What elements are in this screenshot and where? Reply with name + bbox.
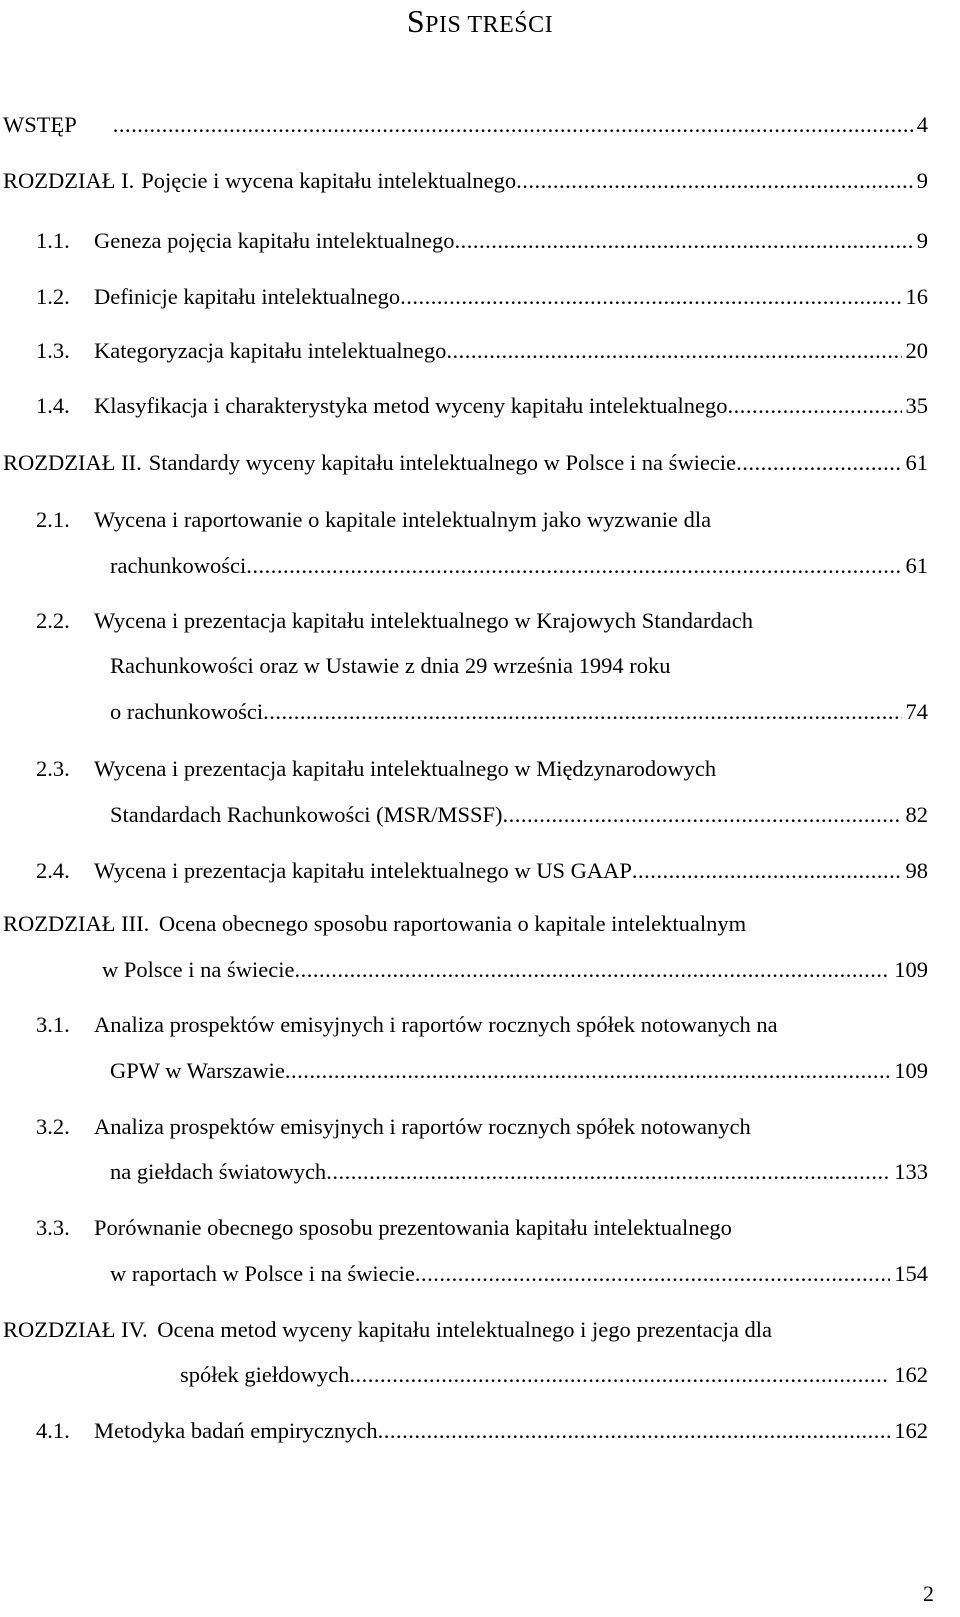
toc-entry-title: Definicje kapitału intelektualnego	[94, 284, 401, 309]
toc-section-number: 3.2.	[36, 1114, 70, 1139]
toc-entry-chapter-1[interactable]	[3, 166, 928, 196]
toc-page-number: 4	[916, 112, 928, 137]
dot-leader	[503, 800, 902, 830]
toc-entry-chapter-2[interactable]	[3, 448, 928, 478]
toc-entry-2-2-continuation[interactable]	[110, 697, 928, 727]
toc-entry-2-2[interactable]	[36, 606, 928, 636]
toc-entry-2-3[interactable]	[36, 754, 928, 784]
toc-entry-chapter-3[interactable]	[3, 909, 928, 939]
toc-page-number: 9	[916, 228, 928, 253]
toc-entry-title: spółek giełdowych	[180, 1362, 350, 1387]
toc-page-number: 109	[894, 1058, 928, 1083]
toc-entry-2-4[interactable]	[36, 856, 928, 886]
toc-entry-title: Geneza pojęcia kapitału intelektualnego	[94, 228, 455, 253]
dot-leader	[378, 1416, 891, 1446]
toc-section-number: 2.3.	[36, 756, 70, 781]
toc-entry-2-1[interactable]	[36, 505, 928, 535]
toc-entry-3-1-continuation[interactable]	[110, 1056, 928, 1086]
dot-leader	[294, 955, 890, 985]
toc-entry-title: Klasyfikacja i charakterystyka metod wyceny kapitału intelektualnego	[94, 393, 728, 418]
toc-page-number: 35	[905, 393, 928, 418]
toc-entry-title: WSTĘP	[3, 112, 77, 137]
toc-entry-title: Kategoryzacja kapitału intelektualnego	[94, 338, 447, 363]
toc-entry-title: Analiza prospektów emisyjnych i raportów rocznych spółek notowanych	[94, 1114, 751, 1139]
toc-entry-chapter-3-continuation[interactable]	[102, 955, 928, 985]
toc-entry-title: w Polsce i na świecie	[102, 957, 295, 982]
toc-page-number: 154	[894, 1261, 928, 1286]
toc-entry-title: Ocena metod wyceny kapitału intelektualnego i jego prezentacja dla	[157, 1317, 772, 1342]
toc-entry-title: Analiza prospektów emisyjnych i raportów rocznych spółek notowanych na	[94, 1012, 778, 1037]
toc-page-number: 61	[905, 553, 928, 578]
toc-entry-3-3-continuation[interactable]	[110, 1259, 928, 1289]
toc-section-number: 1.4.	[36, 393, 70, 418]
toc-entry-title: Wycena i prezentacja kapitału intelektualnego w US GAAP	[94, 858, 632, 883]
toc-chapter-label: ROZDZIAŁ III.	[3, 911, 150, 936]
toc-entry-title: w raportach w Polsce i na świecie	[110, 1261, 415, 1286]
toc-page-number: 16	[905, 284, 928, 309]
toc-entry-3-2-continuation[interactable]	[110, 1157, 928, 1187]
toc-entry-3-2[interactable]	[36, 1112, 928, 1142]
dot-leader	[454, 226, 912, 256]
toc-entry-title: Standardach Rachunkowości (MSR/MSSF)	[110, 802, 503, 827]
toc-chapter-label: ROZDZIAŁ IV.	[3, 1317, 148, 1342]
toc-entry-chapter-4[interactable]	[3, 1315, 928, 1345]
toc-section-number: 1.1.	[36, 228, 70, 253]
toc-section-number: 3.3.	[36, 1215, 70, 1240]
toc-entry-title: o rachunkowości	[110, 699, 264, 724]
toc-section-number: 1.2.	[36, 284, 70, 309]
dot-leader	[246, 551, 901, 581]
toc-page-number: 82	[905, 802, 928, 827]
dot-leader	[736, 448, 901, 478]
toc-entry-title: Standardy wyceny kapitału intelektualnego w Polsce i na świecie	[148, 450, 737, 475]
dot-leader	[516, 166, 913, 196]
toc-section-number: 1.3.	[36, 338, 70, 363]
toc-entry-title: Wycena i prezentacja kapitału intelektualnego w Krajowych Standardach	[94, 608, 753, 633]
toc-page-number: 98	[905, 858, 928, 883]
toc-entry-2-3-continuation[interactable]	[110, 800, 928, 830]
dot-leader	[326, 1157, 890, 1187]
page-number: 2	[923, 1581, 934, 1606]
dot-leader	[285, 1056, 890, 1086]
toc-entry-title: Porównanie obecnego sposobu prezentowania kapitału intelektualnego	[94, 1215, 732, 1240]
toc-entry-title: na giełdach światowych	[110, 1159, 327, 1184]
toc-entry-title: Wycena i prezentacja kapitału intelektualnego w Międzynarodowych	[94, 756, 717, 781]
toc-page-number: 61	[905, 450, 928, 475]
toc-entry-title: rachunkowości	[110, 553, 247, 578]
toc-entry-4-1[interactable]	[36, 1416, 928, 1446]
toc-entry-title: Rachunkowości oraz w Ustawie z dnia 29 września 1994 roku	[110, 653, 671, 678]
toc-page-number: 133	[894, 1159, 928, 1184]
dot-leader	[446, 336, 901, 366]
toc-entry-3-3[interactable]	[36, 1213, 928, 1243]
toc-page-number: 162	[894, 1362, 928, 1387]
toc-page-number: 74	[905, 699, 928, 724]
dot-leader	[400, 282, 901, 312]
toc-chapter-label: ROZDZIAŁ II.	[3, 450, 142, 475]
toc-section-number: 2.1.	[36, 507, 70, 532]
toc-section-number: 3.1.	[36, 1012, 70, 1037]
toc-entry-title: GPW w Warszawie	[110, 1058, 285, 1083]
toc-entry-3-1[interactable]	[36, 1010, 928, 1040]
dot-leader	[728, 391, 902, 421]
dot-leader	[77, 110, 913, 140]
toc-page-number: 162	[894, 1418, 928, 1443]
dot-leader	[632, 856, 902, 886]
toc-page-number: 20	[905, 338, 928, 363]
toc-entry-title: Metodyka badań empirycznych	[94, 1418, 378, 1443]
dot-leader	[349, 1360, 890, 1390]
toc-page-number: 9	[916, 168, 928, 193]
toc-entry-1-3[interactable]	[36, 336, 928, 366]
toc-entry-1-1[interactable]	[36, 226, 928, 256]
toc-entry-title: Pojęcie i wycena kapitału intelektualnego	[141, 168, 517, 193]
toc-entry-title: Ocena obecnego sposobu raportowania o kapitale intelektualnym	[158, 911, 747, 936]
toc-section-number: 2.2.	[36, 608, 70, 633]
toc-section-number: 4.1.	[36, 1418, 70, 1443]
toc-entry-1-2[interactable]	[36, 282, 928, 312]
page-title: SPIS TREŚCI	[406, 3, 554, 39]
toc-chapter-label: ROZDZIAŁ I.	[3, 168, 135, 193]
toc-entry-chapter-4-continuation[interactable]	[180, 1360, 928, 1390]
toc-entry-1-4[interactable]	[36, 391, 928, 421]
dot-leader	[415, 1259, 890, 1289]
toc-entry-2-2-line-2[interactable]	[110, 651, 928, 681]
toc-section-number: 2.4.	[36, 858, 70, 883]
toc-page-number: 109	[894, 957, 928, 982]
toc-entry-2-1-continuation[interactable]	[110, 551, 928, 581]
dot-leader	[263, 697, 901, 727]
toc-entry-title: Wycena i raportowanie o kapitale intelektualnym jako wyzwanie dla	[94, 507, 712, 532]
toc-entry-wstep[interactable]	[3, 110, 928, 140]
